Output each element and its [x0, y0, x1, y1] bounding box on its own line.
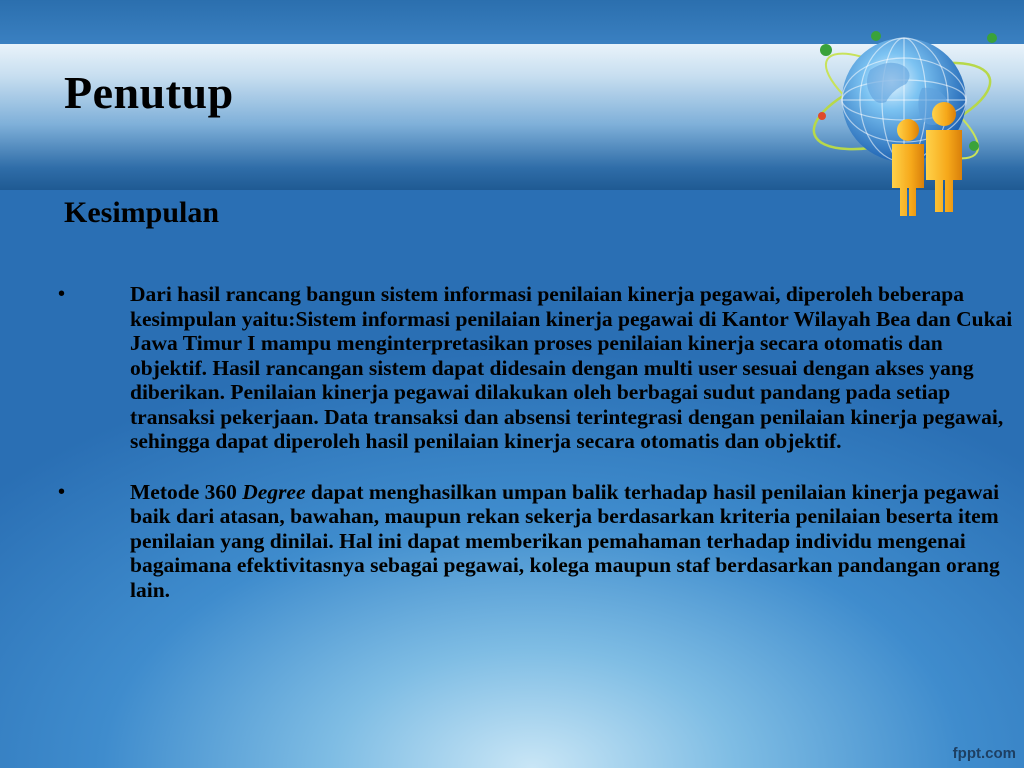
bullet-item-2	[58, 480, 1016, 603]
bullet-marker: •	[58, 283, 66, 305]
bullet-text-2-end: dapat menghasilkan umpan balik terhadap hasil penilaian kinerja pegawai baik dari atasan, bawahan, maupun rekan sekerja berdasarkan kriteria penilaian beserta item penilaian yang dinilai. Hal ini dapat memberikan pemahaman terhadap individu mengenai bagaimana efektivitasnya sebagai pegawai, kolega maupun staf berdasarkan pandangan orang lain.	[130, 479, 1000, 602]
bullet-marker: •	[58, 480, 66, 503]
bullet-text-2-start: Metode 360	[130, 479, 243, 504]
bullet-text-2-italic: Degree	[242, 479, 306, 504]
slide-subtitle: Kesimpulan	[64, 196, 220, 229]
slide-title: Penutup	[64, 67, 234, 118]
globe-with-people-icon	[792, 18, 1008, 218]
bullet-list	[58, 282, 1016, 628]
brand-watermark: fppt.com	[952, 745, 1016, 762]
bullet-text-1: Dari hasil rancang bangun sistem informasi penilaian kinerja pegawai, diperoleh beberapa kesimpulan yaitu:Sistem informasi penilaian kinerja pegawai di Kantor Wilayah Bea dan Cukai Jawa Timur I mampu menginterpretasikan proses penilaian kinerja secara otomatis dan objektif. Hasil rancangan sistem dapat didesain dengan multi user sesuai dengan akses yang diberikan. Penilaian kinerja pegawai dilakukan oleh berbagai sudut pandang pada setiap transaksi pekerjaan. Data transaksi dan absensi terintegrasi dengan penilaian kinerja pegawai, sehingga dapat diperoleh hasil penilaian kinerja secara otomatis dan objektif.	[130, 282, 1013, 453]
bullet-item-1	[58, 282, 1016, 454]
